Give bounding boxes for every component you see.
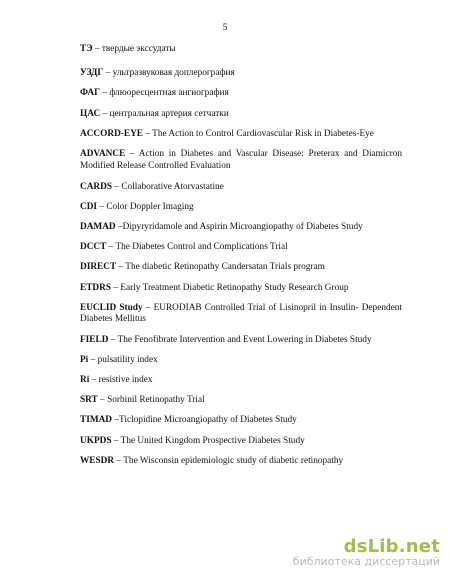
- abbreviation-entry: [80, 68, 402, 80]
- abbreviation-definition: – The diabetic Retinopathy Candersatan Trials program: [116, 262, 325, 273]
- abbreviation-term: WESDR: [80, 455, 115, 466]
- abbreviation-term: FIELD: [80, 334, 109, 345]
- watermark-brand: dsLib.net: [343, 536, 440, 557]
- dslib-watermark[interactable]: [293, 536, 440, 568]
- abbreviation-entry: [80, 456, 402, 468]
- abbreviation-definition: – ультразвуковая доплерография: [103, 68, 235, 79]
- abbreviation-term: ADVANCE: [80, 148, 126, 159]
- watermark-subtitle: библиотека диссертаций: [292, 555, 440, 568]
- abbreviation-definition: – флюоресцентная ангиография: [100, 88, 229, 99]
- abbreviation-entry: [80, 88, 402, 100]
- abbreviation-term: DCCT: [80, 242, 107, 253]
- abbreviation-list: [80, 44, 402, 467]
- abbreviation-term: DIRECT: [80, 262, 117, 273]
- abbreviation-definition: – Action in Diabetes and Vascular Disease: Preterax and Diamicron Modified Release Controlled Evaluation: [80, 148, 402, 171]
- abbreviation-term: CDI: [80, 201, 98, 212]
- abbreviation-definition: – resistive index: [89, 375, 153, 385]
- abbreviation-term: DAMAD: [80, 222, 116, 233]
- abbreviation-entry: [80, 202, 402, 214]
- abbreviation-definition: – pulsatility index: [88, 354, 158, 365]
- abbreviation-entry: [80, 436, 402, 448]
- abbreviation-definition: – The United Kingdom Prospective Diabetes Study: [111, 435, 305, 446]
- abbreviation-entry: [80, 182, 402, 194]
- abbreviation-definition: – EURODIAB Controlled Trial of Lisinopril in Insulin- Dependent Diabetes Mellitus: [80, 302, 402, 325]
- abbreviation-definition: – The Wisconsin epidemiologic study of diabetic retinopathy: [114, 455, 344, 466]
- abbreviation-entry: [80, 44, 402, 56]
- abbreviation-entry: [80, 242, 402, 254]
- abbreviation-term: УЗДГ: [80, 68, 104, 79]
- abbreviation-entry: [80, 415, 402, 427]
- abbreviation-term: Pi: [80, 354, 89, 365]
- page-number: 5: [222, 22, 228, 32]
- abbreviation-term: ETDRS: [80, 282, 112, 293]
- abbreviation-definition: – твердые экссудаты: [92, 44, 176, 54]
- abbreviation-entry: [80, 129, 402, 141]
- abbreviation-definition: –Dipyryridamole and Aspirin Microangiopathy of Diabetes Study: [115, 222, 363, 233]
- abbreviation-term: ЦАС: [80, 108, 101, 119]
- abbreviation-definition: – The Fenofibrate Intervention and Event Lowering in Diabetes Study: [108, 334, 372, 345]
- abbreviation-term: UKPDS: [80, 435, 112, 446]
- abbreviation-term: ТЭ: [80, 44, 93, 54]
- abbreviation-definition: – Early Treatment Diabetic Retinopathy Study Research Group: [111, 282, 349, 293]
- abbreviation-entry: [80, 149, 402, 172]
- abbreviation-definition: – Collaborative Atorvastatine: [112, 181, 224, 192]
- abbreviation-term: ACCORD-EYE: [80, 128, 144, 139]
- abbreviation-entry: [80, 109, 402, 121]
- abbreviation-entry: [80, 262, 402, 274]
- abbreviation-entry: [80, 283, 402, 295]
- abbreviation-definition: – The Diabetes Control and Complications Trial: [106, 242, 288, 253]
- abbreviation-entry: [80, 303, 402, 326]
- abbreviation-entry: [80, 375, 402, 387]
- abbreviation-entry: [80, 222, 402, 234]
- abbreviation-term: EUCLID Study: [80, 302, 143, 313]
- abbreviation-definition: –Ticlopidine Microangiopathy of Diabetes Study: [112, 415, 297, 426]
- abbreviation-term: SRT: [80, 395, 98, 406]
- abbreviation-definition: – Color Doppler Imaging: [97, 201, 194, 212]
- abbreviation-entry: [80, 355, 402, 367]
- abbreviation-term: Ri: [80, 375, 90, 385]
- abbreviation-term: CARDS: [80, 181, 113, 192]
- abbreviation-definition: – The Action to Control Cardiovascular Risk in Diabetes-Eye: [143, 128, 374, 139]
- abbreviation-definition: – центральная артерия сетчатки: [100, 108, 229, 119]
- abbreviation-term: TIMAD: [80, 415, 113, 426]
- abbreviation-definition: – Sorbinil Retinopathy Trial: [97, 395, 205, 406]
- abbreviation-entry: [80, 395, 402, 407]
- abbreviation-entry: [80, 335, 402, 347]
- abbreviation-term: ФАГ: [80, 88, 101, 99]
